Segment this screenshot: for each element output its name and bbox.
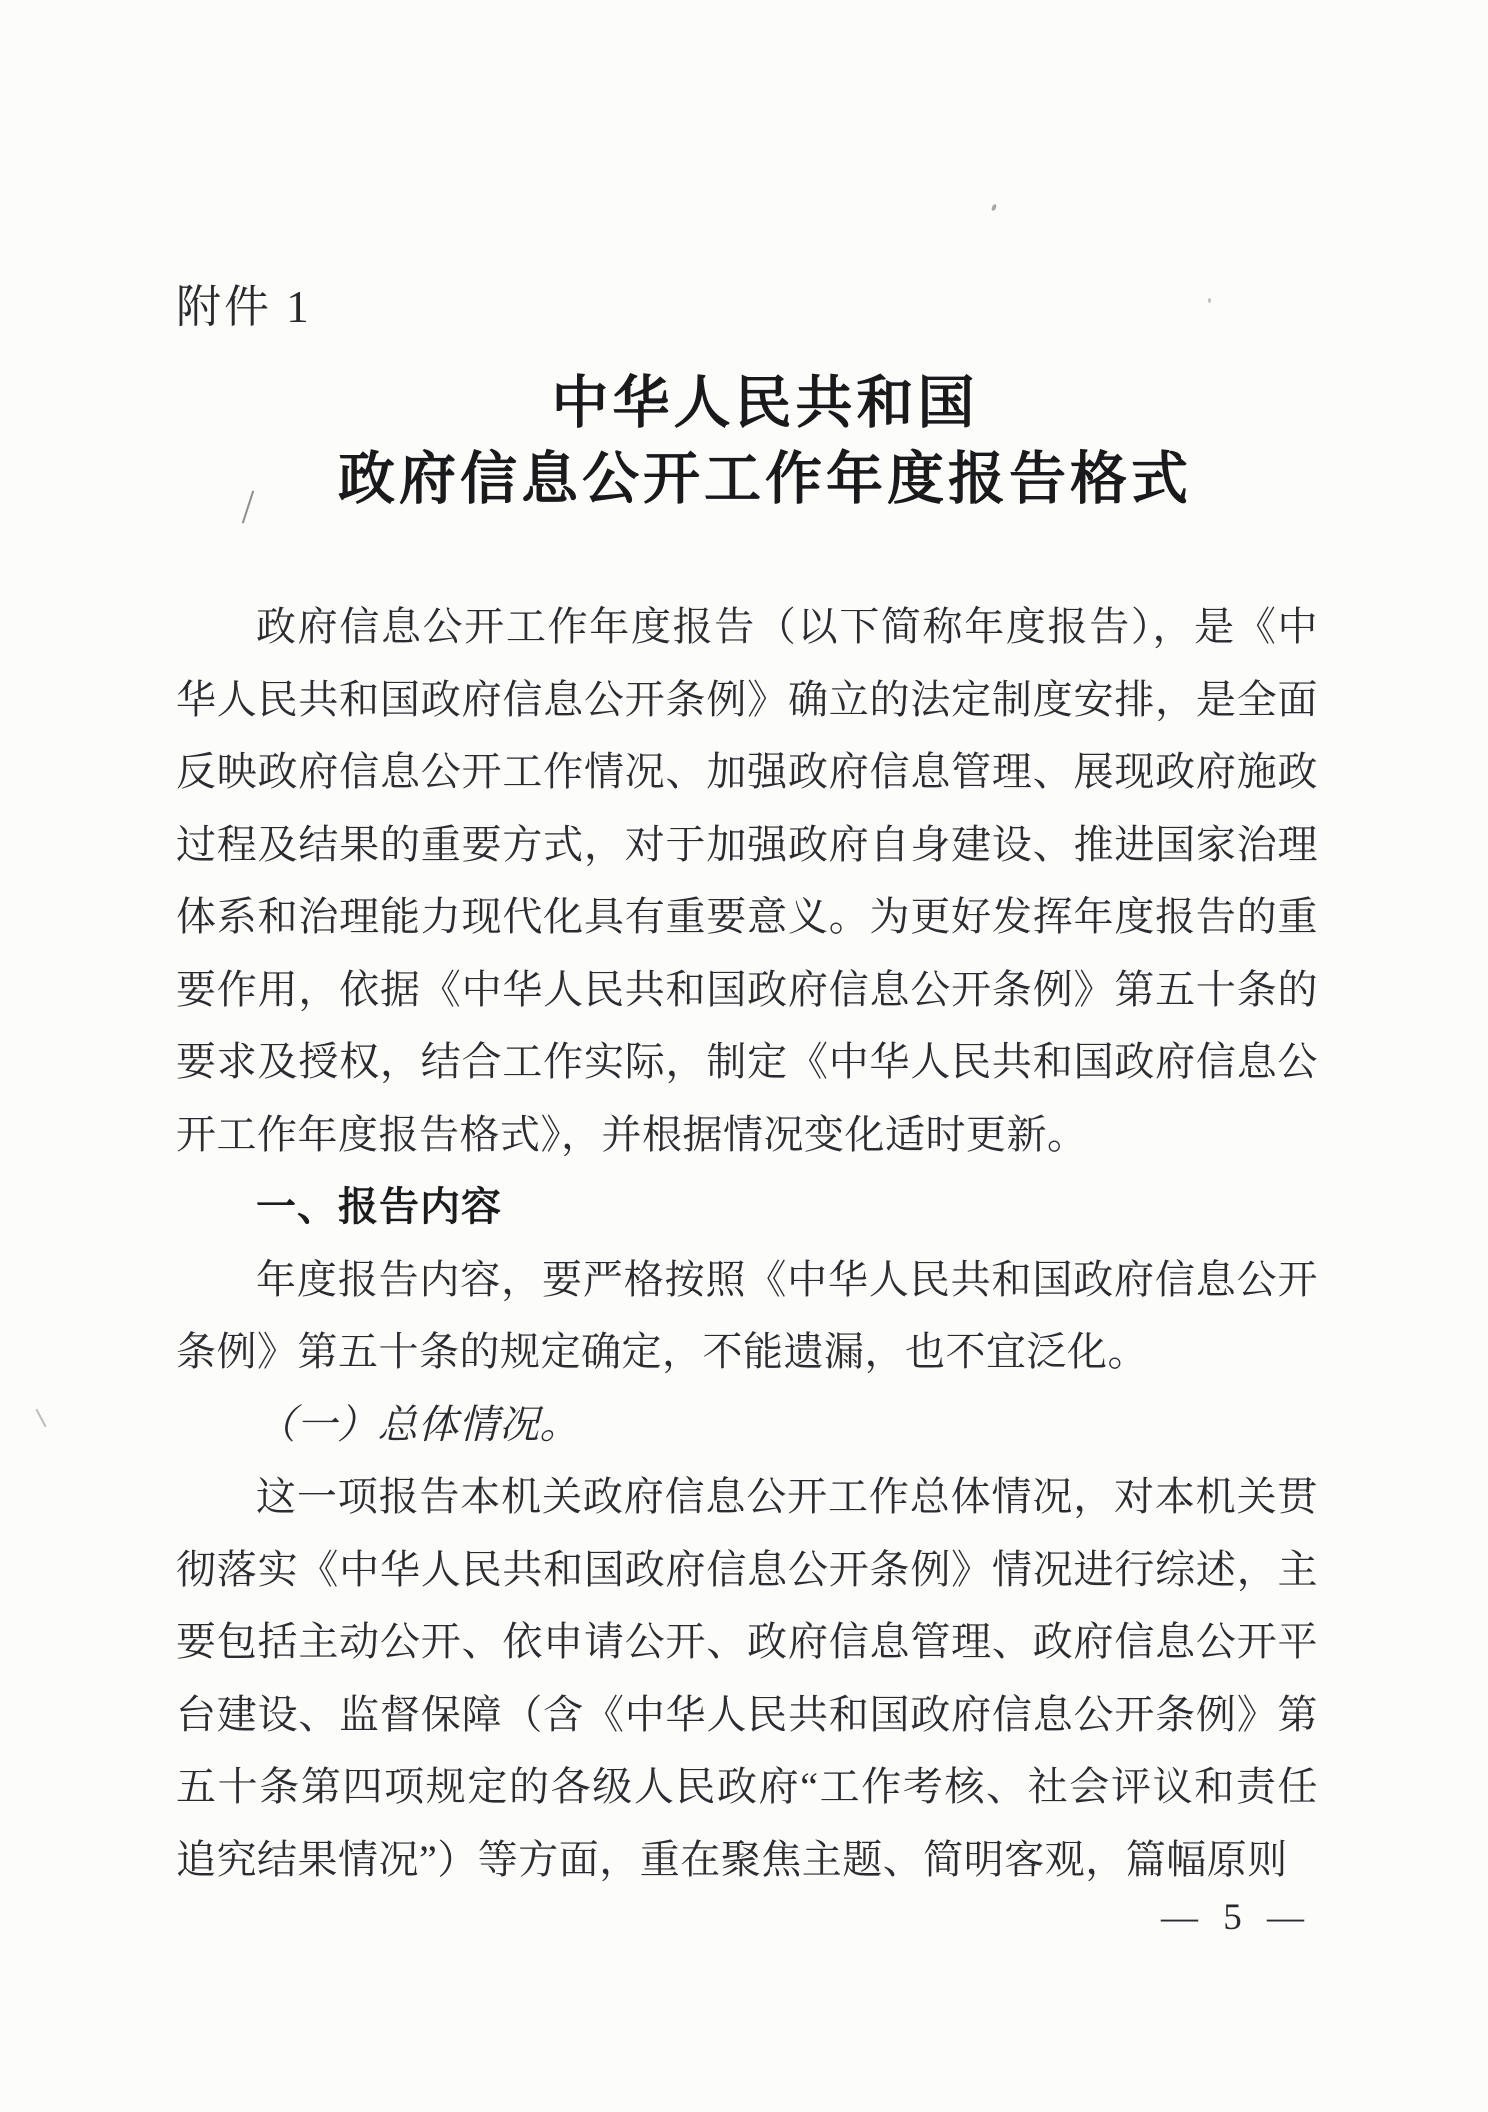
paragraph-report-content: 年度报告内容，要严格按照《中华人民共和国政府信息公开条例》第五十条的规定确定，不能遗漏，也不宜泛化。	[176, 1256, 1318, 1374]
scan-artifact-speck	[991, 203, 998, 211]
document-body	[176, 591, 1318, 1896]
section-heading-report-content: 一、报告内容	[256, 1185, 502, 1229]
scan-artifact-tick	[35, 1409, 46, 1428]
subsection-heading-overall-situation: （一）总体情况。	[256, 1401, 580, 1447]
document-title-line-1: 中华人民共和国	[551, 372, 979, 435]
page-number: — 5 —	[1161, 1897, 1312, 1938]
scan-artifact-speck	[1208, 298, 1211, 303]
paragraph-intro: 政府信息公开工作年度报告（以下简称年度报告），是《中华人民共和国政府信息公开条例》确立的法定制度安排，是全面反映政府信息公开工作情况、加强政府信息管理、展现政府施政过程及结果的重要方式，对于加强政府自身建设、推进国家治理体系和治理能力现代化具有重要意义。为更好发挥年度报告的重要作用，依据《中华人民共和国政府信息公开条例》第五十条的要求及授权，结合工作实际，制定《中华人民共和国政府信息公开工作年度报告格式》，并根据情况变化适时更新。	[176, 604, 1318, 1157]
paragraph-overall-situation: 这一项报告本机关政府信息公开工作总体情况，对本机关贯彻落实《中华人民共和国政府信息公开条例》情况进行综述，主要包括主动公开、依申请公开、政府信息管理、政府信息公开平台建设、监督保障（含《中华人民共和国政府信息公开条例》第五十条第四项规定的各级人民政府“工作考核、社会评议和责任追究结果情况”）等方面，重在聚焦主题、简明客观，篇幅原则	[176, 1474, 1318, 1882]
attachment-label: 附件 1	[176, 282, 312, 332]
document-title-line-2: 政府信息公开工作年度报告格式	[338, 448, 1192, 511]
document-title	[205, 366, 1325, 518]
